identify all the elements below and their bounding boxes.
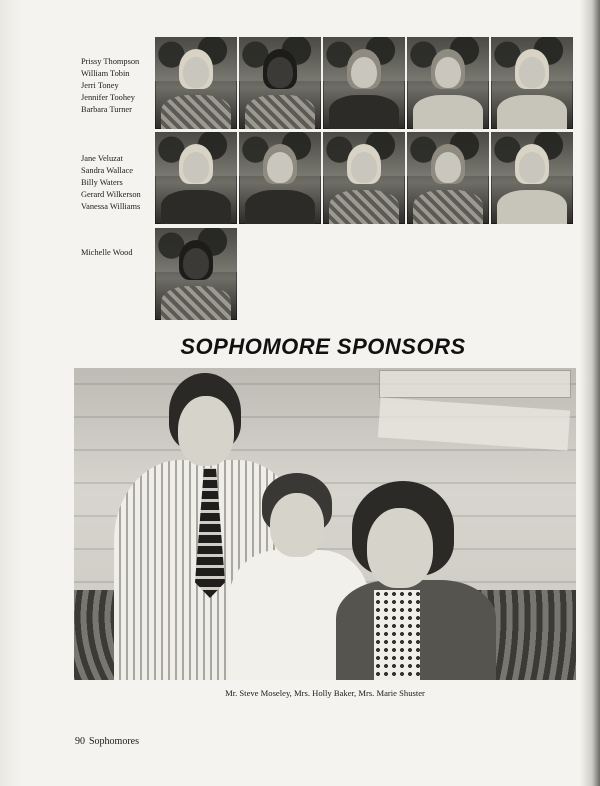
student-name: Jerri Toney (81, 81, 119, 90)
names-list-row-2 (81, 153, 141, 213)
student-name: Jane Veluzat (81, 154, 123, 163)
wall-paper (378, 397, 570, 450)
section-title: SOPHOMORE SPONSORS (180, 334, 466, 359)
student-name: Sandra Wallace (81, 166, 133, 175)
student-name: Michelle Wood (81, 248, 133, 257)
student-photo (155, 37, 237, 129)
page-number: 90 (75, 736, 85, 747)
student-photo (155, 228, 237, 320)
student-photo (323, 37, 405, 129)
student-photo (491, 37, 573, 129)
student-photo (407, 37, 489, 129)
student-photo (239, 132, 321, 224)
student-photo (407, 132, 489, 224)
names-list-row-3 (81, 247, 133, 259)
photo-caption: Mr. Steve Moseley, Mrs. Holly Baker, Mrs. Marie Shuster (225, 688, 425, 698)
student-name: Billy Waters (81, 178, 123, 187)
student-name: Vanessa Williams (81, 202, 141, 211)
page-footer (75, 736, 143, 747)
student-name: William Tobin (81, 69, 130, 78)
student-photo (239, 37, 321, 129)
student-photo (323, 132, 405, 224)
wall-board (379, 370, 571, 398)
student-name: Jennifer Toohey (81, 93, 135, 102)
student-name: Barbara Turner (81, 105, 132, 114)
names-list-row-1 (81, 56, 139, 116)
student-name: Gerard Wilkerson (81, 190, 141, 199)
student-name: Prissy Thompson (81, 57, 140, 66)
student-photo (491, 132, 573, 224)
section-name: Sophomores (89, 736, 139, 747)
student-photo (155, 132, 237, 224)
sponsors-group-photo (74, 368, 576, 680)
